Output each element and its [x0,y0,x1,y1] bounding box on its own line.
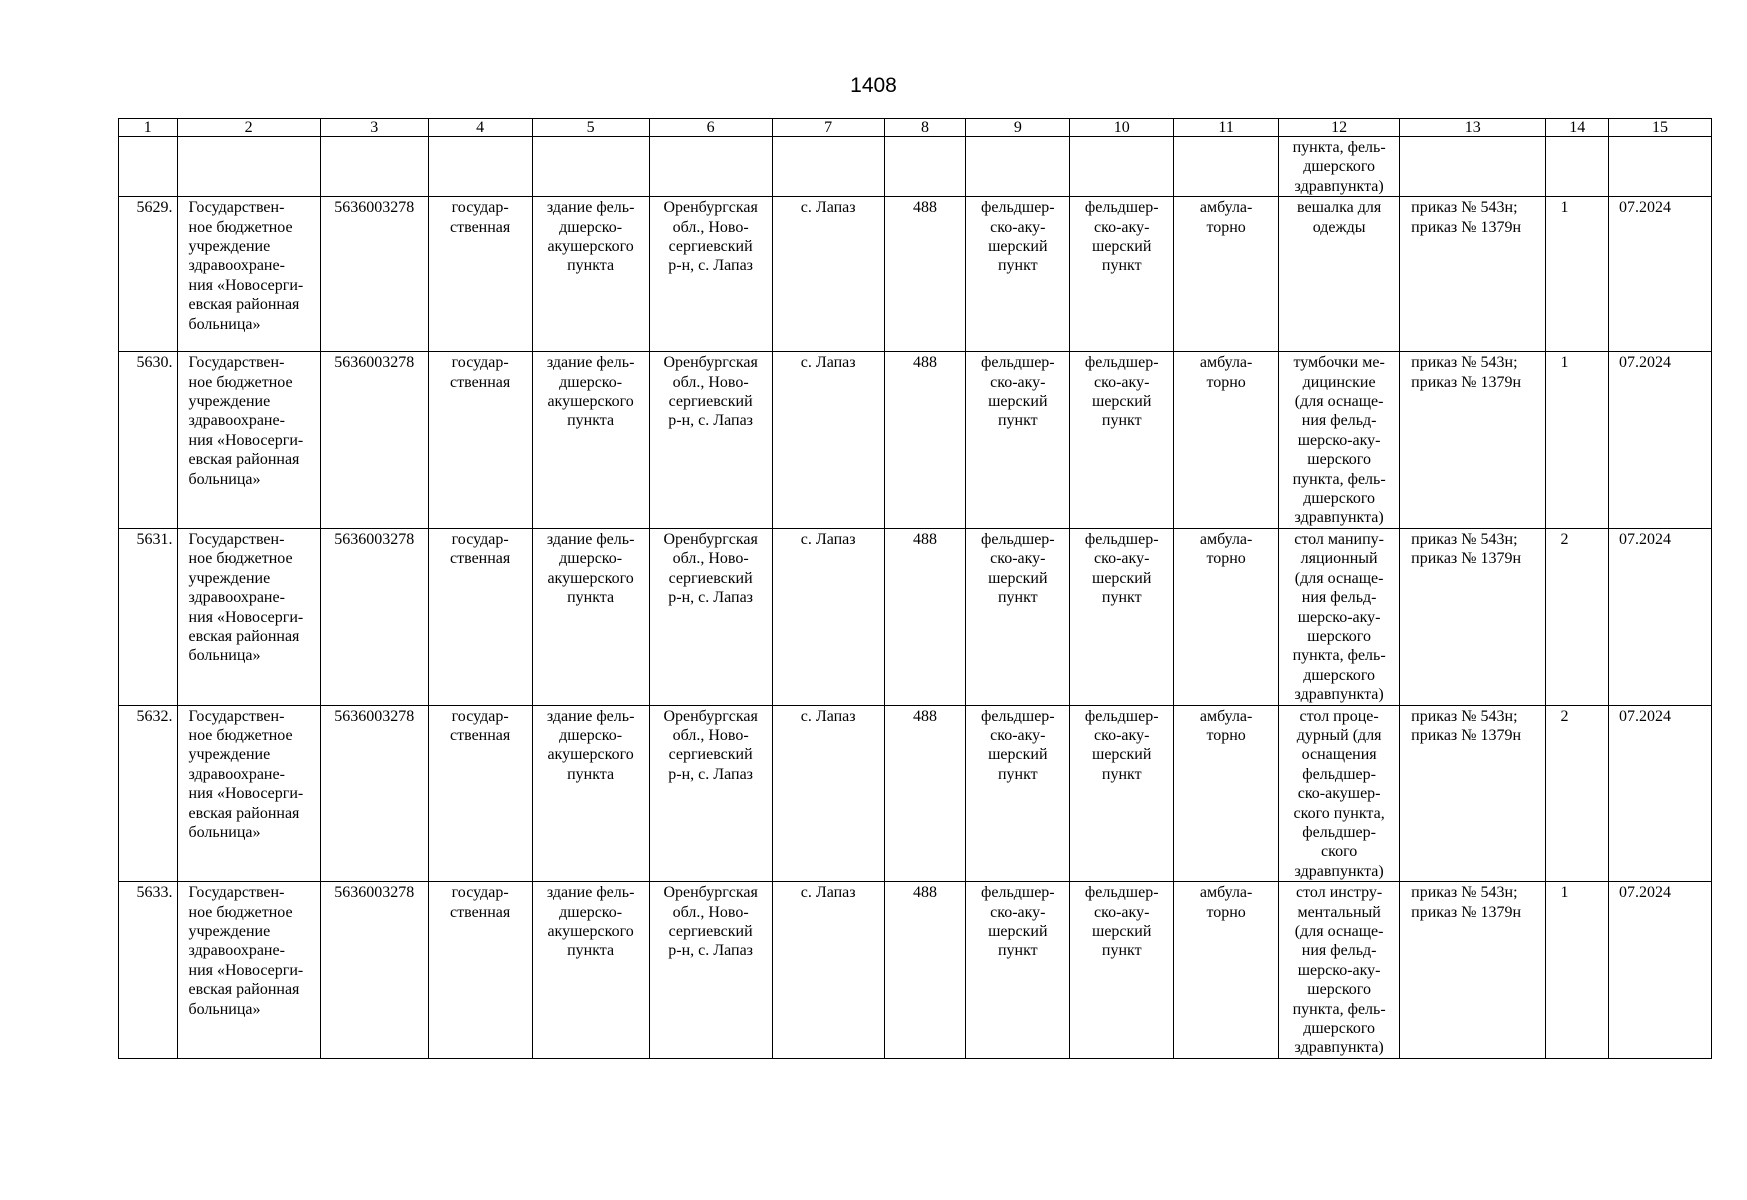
date-cell: 07.2024 [1608,705,1711,882]
settlement-cell: с. Лапаз [772,705,884,882]
institution-name-cell [177,137,320,197]
unit-type-cell: фельдшер- ско-аку- шерский пункт [1070,528,1174,705]
quantity-cell: 1 [1546,197,1609,352]
date-cell: 07.2024 [1608,528,1711,705]
quantity-cell [1546,137,1609,197]
facility-type-cell: фельдшер- ско-аку- шерский пункт [966,882,1070,1059]
ownership-cell: государ- ственная [428,197,532,352]
column-number-9: 9 [966,119,1070,137]
date-cell: 07.2024 [1608,882,1711,1059]
order-cell: приказ № 543н; приказ № 1379н [1400,882,1546,1059]
address-cell [649,137,772,197]
population-cell: 488 [884,882,966,1059]
facility-type-cell [966,137,1070,197]
equipment-cell: тумбочки ме- дицинские (для оснаще- ния фельд- шерско-аку- шерского пункта, фель- дшерского здравпункта) [1279,352,1400,529]
date-cell: 07.2024 [1608,197,1711,352]
building-cell: здание фель- дшерско- акушерского пункта [532,197,649,352]
column-number-2: 2 [177,119,320,137]
order-cell: приказ № 543н; приказ № 1379н [1400,528,1546,705]
quantity-cell: 2 [1546,705,1609,882]
inn-cell: 5636003278 [320,882,428,1059]
institution-name-cell: Государствен- ное бюджетное учреждение здравоохране- ния «Новосерги- евская районная больница» [177,352,320,529]
population-cell: 488 [884,528,966,705]
facility-type-cell: фельдшер- ско-аку- шерский пункт [966,197,1070,352]
care-conditions-cell: амбула- торно [1174,882,1279,1059]
care-conditions-cell: амбула- торно [1174,197,1279,352]
care-conditions-cell: амбула- торно [1174,705,1279,882]
column-number-14: 14 [1546,119,1609,137]
ownership-cell [428,137,532,197]
column-number-6: 6 [649,119,772,137]
quantity-cell: 1 [1546,882,1609,1059]
row-number-cell: 5633. [119,882,178,1059]
settlement-cell: с. Лапаз [772,197,884,352]
equipment-cell: вешалка для одежды [1279,197,1400,352]
building-cell: здание фель- дшерско- акушерского пункта [532,705,649,882]
address-cell: Оренбургская обл., Ново- сергиевский р-н, с. Лапаз [649,352,772,529]
inn-cell: 5636003278 [320,352,428,529]
column-number-15: 15 [1608,119,1711,137]
settlement-cell: с. Лапаз [772,528,884,705]
table-row [119,528,1712,705]
building-cell [532,137,649,197]
facility-type-cell: фельдшер- ско-аку- шерский пункт [966,705,1070,882]
care-conditions-cell [1174,137,1279,197]
institution-name-cell: Государствен- ное бюджетное учреждение здравоохране- ния «Новосерги- евская районная больница» [177,882,320,1059]
institution-name-cell: Государствен- ное бюджетное учреждение здравоохране- ния «Новосерги- евская районная больница» [177,528,320,705]
equipment-cell: пункта, фель- дшерского здравпункта) [1279,137,1400,197]
unit-type-cell: фельдшер- ско-аку- шерский пункт [1070,197,1174,352]
settlement-cell [772,137,884,197]
column-number-3: 3 [320,119,428,137]
equipment-cell: стол инстру- ментальный (для оснаще- ния фельд- шерско-аку- шерского пункта, фель- дшерского здравпункта) [1279,882,1400,1059]
column-number-7: 7 [772,119,884,137]
row-number-cell: 5631. [119,528,178,705]
population-cell: 488 [884,197,966,352]
unit-type-cell [1070,137,1174,197]
unit-type-cell: фельдшер- ско-аку- шерский пункт [1070,882,1174,1059]
table-row [119,882,1712,1059]
table-row [119,352,1712,529]
building-cell: здание фель- дшерско- акушерского пункта [532,352,649,529]
equipment-cell: стол манипу- ляционный (для оснаще- ния фельд- шерско-аку- шерского пункта, фель- дшерского здравпункта) [1279,528,1400,705]
table-row [119,705,1712,882]
column-number-13: 13 [1400,119,1546,137]
facility-type-cell: фельдшер- ско-аку- шерский пункт [966,352,1070,529]
population-cell: 488 [884,352,966,529]
unit-type-cell: фельдшер- ско-аку- шерский пункт [1070,705,1174,882]
register-table [118,118,1712,1059]
column-number-8: 8 [884,119,966,137]
quantity-cell: 2 [1546,528,1609,705]
settlement-cell: с. Лапаз [772,352,884,529]
column-number-12: 12 [1279,119,1400,137]
date-cell [1608,137,1711,197]
address-cell: Оренбургская обл., Ново- сергиевский р-н, с. Лапаз [649,197,772,352]
row-number-cell: 5629. [119,197,178,352]
care-conditions-cell: амбула- торно [1174,352,1279,529]
population-cell: 488 [884,705,966,882]
inn-cell: 5636003278 [320,197,428,352]
row-number-cell: 5632. [119,705,178,882]
order-cell: приказ № 543н; приказ № 1379н [1400,197,1546,352]
table-row [119,137,1712,197]
unit-type-cell: фельдшер- ско-аку- шерский пункт [1070,352,1174,529]
building-cell: здание фель- дшерско- акушерского пункта [532,528,649,705]
column-number-11: 11 [1174,119,1279,137]
column-number-1: 1 [119,119,178,137]
quantity-cell: 1 [1546,352,1609,529]
address-cell: Оренбургская обл., Ново- сергиевский р-н, с. Лапаз [649,705,772,882]
page-number: 1408 [850,74,897,97]
institution-name-cell: Государствен- ное бюджетное учреждение здравоохране- ния «Новосерги- евская районная больница» [177,705,320,882]
column-number-4: 4 [428,119,532,137]
row-number-cell: 5630. [119,352,178,529]
column-number-5: 5 [532,119,649,137]
care-conditions-cell: амбула- торно [1174,528,1279,705]
ownership-cell: государ- ственная [428,352,532,529]
equipment-cell: стол проце- дурный (для оснащения фельдшер- ско-акушер- ского пункта, фельдшер- ского здравпункта) [1279,705,1400,882]
order-cell: приказ № 543н; приказ № 1379н [1400,352,1546,529]
inn-cell: 5636003278 [320,528,428,705]
order-cell: приказ № 543н; приказ № 1379н [1400,705,1546,882]
register-table-body [119,119,1712,1059]
ownership-cell: государ- ственная [428,705,532,882]
date-cell: 07.2024 [1608,352,1711,529]
column-number-row [119,119,1712,137]
column-number-10: 10 [1070,119,1174,137]
facility-type-cell: фельдшер- ско-аку- шерский пункт [966,528,1070,705]
address-cell: Оренбургская обл., Ново- сергиевский р-н, с. Лапаз [649,882,772,1059]
ownership-cell: государ- ственная [428,882,532,1059]
ownership-cell: государ- ственная [428,528,532,705]
settlement-cell: с. Лапаз [772,882,884,1059]
inn-cell: 5636003278 [320,705,428,882]
inn-cell [320,137,428,197]
population-cell [884,137,966,197]
table-row [119,197,1712,352]
building-cell: здание фель- дшерско- акушерского пункта [532,882,649,1059]
address-cell: Оренбургская обл., Ново- сергиевский р-н, с. Лапаз [649,528,772,705]
institution-name-cell: Государствен- ное бюджетное учреждение здравоохране- ния «Новосерги- евская районная больница» [177,197,320,352]
order-cell [1400,137,1546,197]
row-number-cell [119,137,178,197]
